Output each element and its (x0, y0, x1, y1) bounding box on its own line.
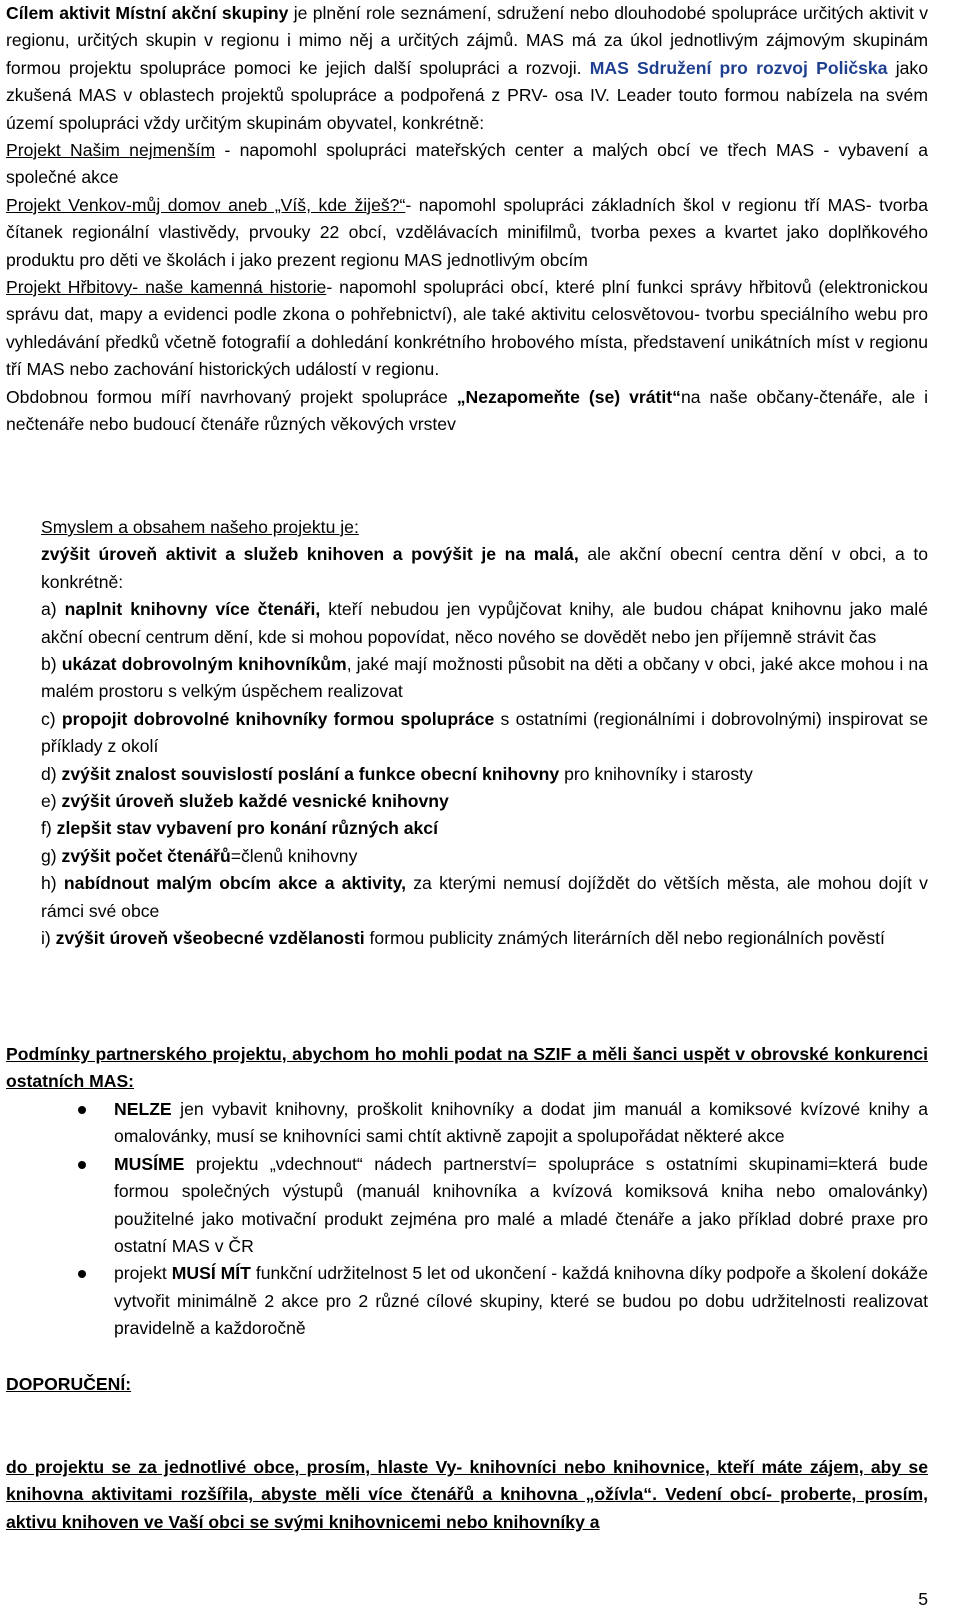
mas-name: MAS Sdružení pro rozvoj Poličska (589, 57, 888, 78)
page-number: 5 (918, 1588, 928, 1609)
project-3-title: Projekt Hřbitovy- naše kamenná historie (6, 277, 327, 298)
purpose-section (41, 514, 928, 953)
project-1: Projekt Našim nejmenším - napomohl spolupráci mateřských center a malých obcí ve třech MAS - vybavení a společné akce (6, 140, 928, 188)
purpose-main: zvýšit úroveň aktivit a služeb knihoven a povýšit je na malá, ale akční obecní centra dění v obci, a to konkrétně: (41, 544, 929, 592)
intro-paragraph: Cílem aktivit Místní akční skupiny je plnění role seznámení, sdružení nebo dlouhodobé spolupráce určitých aktivit v regionu, určitých skupin v regionu i mimo něj a určitých zájmů. MAS má za úkol jednotlivým zájmovým skupinám formou projektu spolupráce pomoci ke jejich další spolupráci a rozvoji. MAS Sdružení pro rozvoj Poličska jako zkušená MAS v oblastech projektů spolupráce a podpořená z PRV- osa IV. Leader touto formou nabízela na svém území spolupráci vždy určitým skupinám obyvatel, konkrétně: (6, 3, 928, 133)
purpose-item: f) zlepšit stav vybavení pro konání různých akcí (41, 818, 438, 839)
purpose-item: d) zvýšit znalost souvislostí poslání a funkce obecní knihovny pro knihovníky i starosty (41, 763, 753, 784)
recommend-section (6, 1371, 928, 1398)
bullet-dot-icon (78, 1270, 86, 1278)
recommend-text: do projektu se za jednotlivé obce, prosím, hlaste Vy- knihovníci nebo knihovnice, kteří máte zájem, aby se knihovna aktivitami rozšířila, abyste měli více čtenářů a knihovna „ožívla“. Vedení obcí- proberte, prosím, aktivu knihoven ve Vaší obci se svými knihovnicemi nebo knihovníky a (6, 1457, 928, 1532)
condition-bullet: projekt MUSÍ MÍT funkční udržitelnost 5 let od ukončení - každá knihovna díky podpoře a školení dokáže vytvořit minimálně 2 akce pro 2 různé cílové skupiny, které se budou po dobu udržitelnosti realizovat pravidelně a každoročně (6, 1260, 928, 1342)
project-2-title: Projekt Venkov-můj domov aneb „Víš, kde žiješ?“ (6, 194, 406, 215)
purpose-item: i) zvýšit úroveň všeobecné vzdělanosti formou publicity známých literárních děl nebo regionálních pověstí (41, 928, 885, 949)
recommend-text-block (6, 1454, 928, 1536)
project-3: Projekt Hřbitovy- naše kamenná historie- napomohl spolupráci obcí, které plní funkci správy hřbitovů (elektronickou správu dat, mapy a evidenci podle zkona o pohřebnictví), ale také aktivitu celosvětovou- tvorbu speciálního webu pro vyhledávání předků včetně fotografií a dohledání konkrétního hrobového místa, představení unikátních míst v regionu tří MAS nebo zachování historických událostí v regionu. (6, 277, 928, 380)
purpose-item: c) propojit dobrovolné knihovníky formou spolupráce s ostatními (regionálními i dobrovolnými) inspirovat se příklady z okolí (41, 708, 928, 757)
condition-bullet: MUSÍME projektu „vdechnout“ nádech partnerství= spolupráce s ostatními skupinami=která bude formou společných výstupů (manuál knihovníka a kvízová komiksová kniha nebo omalovánky) použitelné jako motivační produkt zejména pro malé a mladé čtenáře a jako příklad dobré praxe pro ostatní MAS v ČR (6, 1151, 928, 1261)
purpose-item: b) ukázat dobrovolným knihovníkům, jaké mají možnosti působit na děti a občany v obci, jaké akce mohou i na malém prostoru s velkým úspěchem realizovat (41, 654, 928, 702)
purpose-item: h) nabídnout malým obcím akce a aktivity, za kterými nemusí dojíždět do větších města, ale mohou dojít v rámci své obce (41, 873, 928, 921)
project-2: Projekt Venkov-můj domov aneb „Víš, kde žiješ?“- napomohl spolupráci základních škol v regionu tří MAS- tvorba čítanek regionální vlastivědy, prvouky 22 obcí, vzdělávacích minifilmů, tvorba pexes a kvartet jako doplňkového produktu pro děti ve školách i jako prezent regionu MAS jednotlivým obcím (6, 194, 928, 270)
purpose-item: e) zvýšit úroveň služeb každé vesnické knihovny (41, 791, 449, 812)
conditions-list (6, 1096, 928, 1343)
conditions-section (6, 1041, 928, 1096)
project-new-title: „Nezapomeňte (se) vrátit“ (456, 386, 681, 407)
purpose-heading: Smyslem a obsahem našeho projektu je: (41, 517, 359, 537)
intro-section (6, 0, 928, 439)
intro-lead: Cílem aktivit Místní akční skupiny (6, 3, 294, 23)
bullet-dot-icon (78, 1106, 86, 1114)
purpose-item: a) naplnit knihovny více čtenáři, kteří nebudou jen vypůjčovat knihy, ale budou chápat knihovnu jako malé akční obecní centrum dění, kde si mohou popovídat, něco nového se dovědět nebo jen příjemně strávit čas (41, 599, 928, 647)
project-new: Obdobnou formou míří navrhovaný projekt spolupráce „Nezapomeňte (se) vrátit“na naše občany-čtenáře, ale i nečtenáře nebo budoucí čtenáře různých věkových vrstev (6, 386, 928, 435)
bullet-dot-icon (78, 1161, 86, 1169)
condition-bullet: NELZE jen vybavit knihovny, proškolit knihovníky a dodat jim manuál a komiksové kvízové knihy a omalovánky, musí se knihovníci sami chtít aktivně zapojit a spolupořádat některé akce (6, 1096, 928, 1151)
conditions-heading: Podmínky partnerského projektu, abychom ho mohli podat na SZIF a měli šanci uspět v obrovské konkurenci ostatních MAS: (6, 1044, 928, 1092)
purpose-list (41, 596, 928, 952)
project-1-title: Projekt Našim nejmenším (6, 140, 216, 161)
purpose-item: g) zvýšit počet čtenářů=členů knihovny (41, 845, 358, 866)
recommend-heading: DOPORUČENÍ: (6, 1374, 132, 1394)
